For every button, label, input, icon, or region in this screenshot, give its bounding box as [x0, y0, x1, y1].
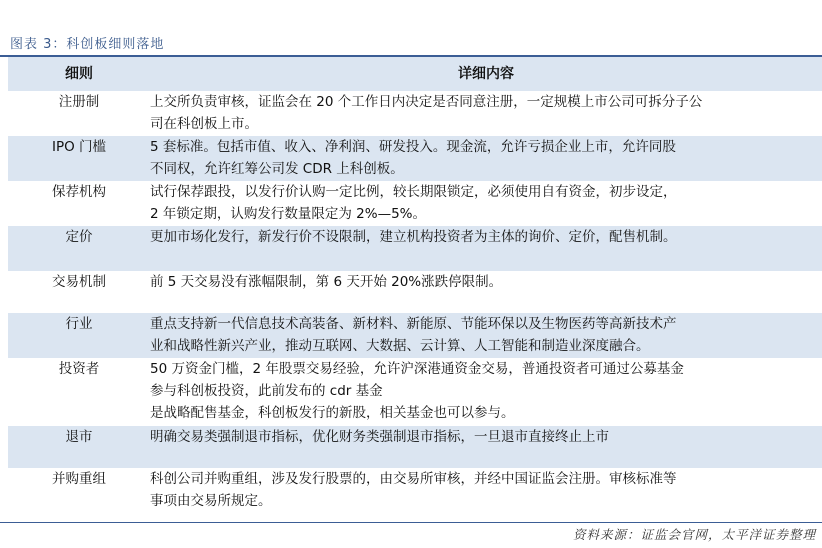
- row-term: 并购重组: [8, 468, 150, 515]
- table-row: [8, 468, 822, 515]
- detail-line: 试行保荐跟投，以发行价认购一定比例，较长期限锁定，必须使用自有资金，初步设定，: [150, 184, 677, 200]
- table-row: [8, 136, 822, 181]
- rules-table: [8, 57, 822, 515]
- row-detail: [150, 426, 822, 468]
- bottom-divider: [0, 522, 822, 523]
- figure-title: 图表 3：科创板细则落地: [10, 37, 165, 52]
- table-row: [8, 358, 822, 426]
- table-row: [8, 181, 822, 226]
- detail-line: 更加市场化发行，新发行价不设限制，建立机构投资者为主体的询价、定价，配售机制。: [150, 229, 677, 245]
- row-detail: [150, 271, 822, 313]
- table-row: [8, 426, 822, 468]
- row-detail: [150, 181, 822, 226]
- detail-line: 2 年锁定期，认购发行数量限定为 2%—5%。: [150, 206, 427, 222]
- row-detail: [150, 91, 822, 136]
- row-detail: [150, 136, 822, 181]
- detail-line: 参与科创板投资，此前发布的 cdr 基金: [150, 383, 383, 399]
- row-term: 行业: [8, 313, 150, 358]
- row-detail: [150, 468, 822, 515]
- detail-line: 事项由交易所规定。: [150, 493, 272, 509]
- detail-line: 科创公司并购重组，涉及发行股票的，由交易所审核，并经中国证监会注册。审核标准等: [150, 471, 677, 487]
- table-row: [8, 226, 822, 271]
- table-header-row: [8, 57, 822, 91]
- row-term: 保荐机构: [8, 181, 150, 226]
- detail-line: 5 套标准。包括市值、收入、净利润、研发投入。现金流，允许亏损企业上市，允许同股: [150, 139, 676, 155]
- detail-line: 业和战略性新兴产业，推动互联网、大数据、云计算、人工智能和制造业深度融合。: [150, 338, 650, 354]
- table-row: [8, 271, 822, 313]
- detail-line: 是战略配售基金，科创板发行的新股，相关基金也可以参与。: [150, 405, 515, 421]
- header-detail: 详细内容: [150, 57, 822, 91]
- table-row: [8, 313, 822, 358]
- detail-line: 上交所负责审核，证监会在 20 个工作日内决定是否同意注册，一定规模上市公司可拆分子公: [150, 94, 703, 110]
- detail-line: 50 万资金门槛，2 年股票交易经验，允许沪深港通资金交易，普通投资者可通过公募基金: [150, 361, 684, 377]
- detail-line: 不同权，允许红筹公司发 CDR 上科创板。: [150, 161, 404, 177]
- row-term: 退市: [8, 426, 150, 468]
- header-term: 细则: [8, 57, 150, 91]
- table-row: [8, 91, 822, 136]
- detail-line: 司在科创板上市。: [150, 116, 258, 132]
- detail-line: 重点支持新一代信息技术高装备、新材料、新能原、节能环保以及生物医药等高新技术产: [150, 316, 677, 332]
- row-term: 投资者: [8, 358, 150, 426]
- row-detail: [150, 226, 822, 271]
- row-term: 交易机制: [8, 271, 150, 313]
- row-detail: [150, 358, 822, 426]
- row-term: 定价: [8, 226, 150, 271]
- source-note: 资料来源：证监会官网，太平洋证券整理: [572, 527, 816, 542]
- detail-line: 明确交易类强制退市指标，优化财务类强制退市指标，一旦退市直接终止上市: [150, 429, 609, 445]
- detail-line: 前 5 天交易没有涨幅限制，第 6 天开始 20%涨跌停限制。: [150, 274, 503, 290]
- row-detail: [150, 313, 822, 358]
- row-term: 注册制: [8, 91, 150, 136]
- row-term: IPO 门槛: [8, 136, 150, 181]
